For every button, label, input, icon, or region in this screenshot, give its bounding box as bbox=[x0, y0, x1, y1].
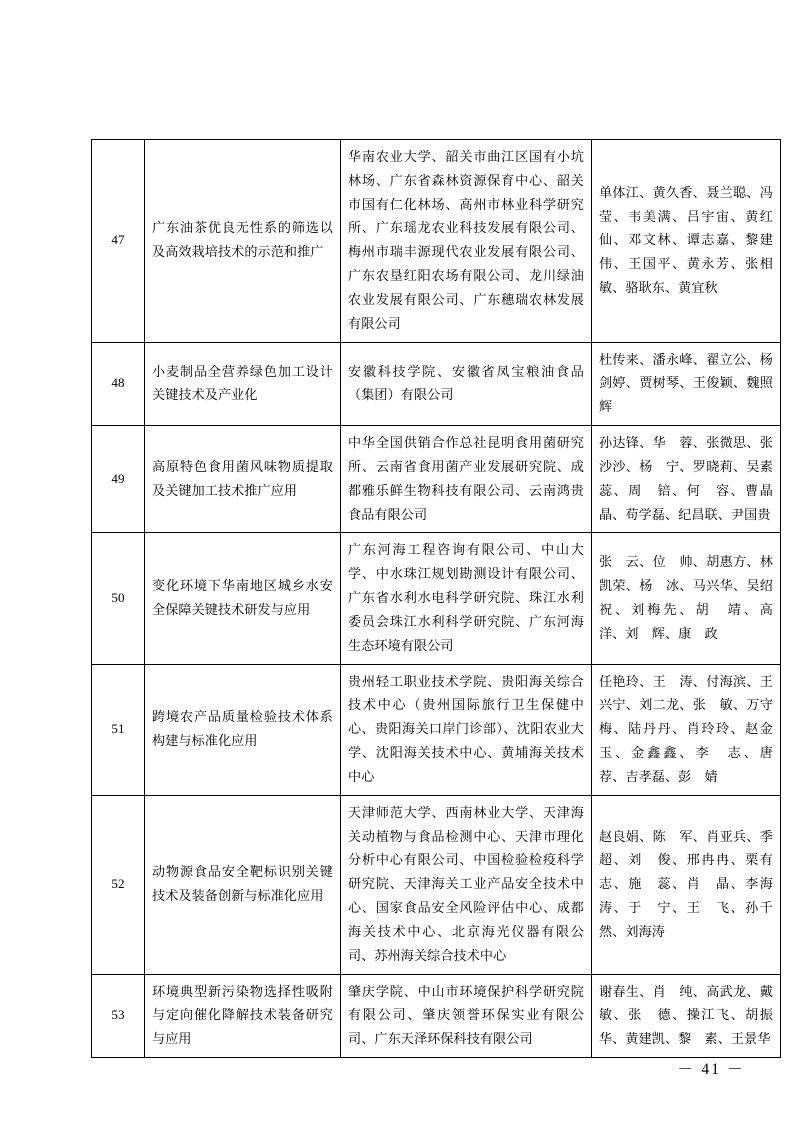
project-title-cell: 动物源食品安全靶标识别关键技术及装备创新与标准化应用 bbox=[145, 795, 341, 974]
table-row bbox=[92, 533, 781, 664]
award-table-body bbox=[92, 140, 787, 1058]
row-index-cell: 49 bbox=[92, 426, 145, 533]
award-list-table bbox=[91, 139, 787, 1058]
people-cell: 杜传来、潘永峰、翟立公、杨剑婷、贾树琴、王俊颖、魏照辉 bbox=[592, 342, 781, 425]
project-title-cell: 环境典型新污染物选择性吸附与定向催化降解技术装备研究与应用 bbox=[145, 974, 341, 1057]
organizations-cell: 安徽科技学院、安徽省凤宝粮油食品（集团）有限公司 bbox=[341, 342, 592, 425]
row-index-cell: 47 bbox=[92, 140, 145, 343]
row-index-cell: 52 bbox=[92, 795, 145, 974]
organizations-cell: 华南农业大学、韶关市曲江区国有小坑林场、广东省森林资源保育中心、韶关市国有仁化林场、高州市林业科学研究所、广东瑶龙农业科技发展有限公司、梅州市瑞丰源现代农业发展有限公司、广东农垦红阳农场有限公司、龙川绿油农业发展有限公司、广东穗瑞农林发展有限公司 bbox=[341, 140, 592, 343]
people-cell: 单体江、黄久香、聂兰聪、冯 莹、韦美满、吕宇宙、黄红仙、邓文林、谭志嘉、黎建伟、王国平、黄永芳、张相敏、骆耿东、黄宜秋 bbox=[592, 140, 781, 343]
page-number: － 41 － bbox=[677, 1061, 745, 1078]
row-index-cell: 50 bbox=[92, 533, 145, 664]
people-cell: 张 云、位 帅、胡惠方、林凯荣、杨 冰、马兴华、吴绍祝、刘梅先、胡 靖、高 洋、刘 辉、康 政 bbox=[592, 533, 781, 664]
organizations-cell: 肇庆学院、中山市环境保护科学研究院有限公司、肇庆领誉环保实业有限公司、广东天泽环保科技有限公司 bbox=[341, 974, 592, 1057]
project-title-cell: 高原特色食用菌风味物质提取及关键加工技术推广应用 bbox=[145, 426, 341, 533]
table-row bbox=[92, 664, 781, 795]
people-cell: 赵良娟、陈 军、肖亚兵、季 超、刘 俊、邢冉冉、栗有志、施 蕊、肖 晶、李海涛、于 宁、王 飞、孙千然、刘海涛 bbox=[592, 795, 781, 974]
organizations-cell: 广东河海工程咨询有限公司、中山大学、中水珠江规划勘测设计有限公司、广东省水利水电科学研究院、珠江水利委员会珠江水利科学研究院、广东河海生态环境有限公司 bbox=[341, 533, 592, 664]
table-row bbox=[92, 426, 781, 533]
table-row bbox=[92, 974, 781, 1057]
people-cell: 谢春生、肖 纯、高武龙、戴 敏、张 德、操江飞、胡振华、黄建凯、黎 素、王景华 bbox=[592, 974, 781, 1057]
organizations-cell: 天津师范大学、西南林业大学、天津海关动植物与食品检测中心、天津市理化分析中心有限公司、中国检验检疫科学研究院、天津海关工业产品安全技术中心、国家食品安全风险评估中心、成都海关技术中心、北京海光仪器有限公司、苏州海关综合技术中心 bbox=[341, 795, 592, 974]
project-title-cell: 小麦制品全营养绿色加工设计关键技术及产业化 bbox=[145, 342, 341, 425]
project-title-cell: 变化环境下华南地区城乡水安全保障关键技术研发与应用 bbox=[145, 533, 341, 664]
award-list-table-container bbox=[91, 139, 787, 1058]
table-row bbox=[92, 140, 781, 343]
row-index-cell: 51 bbox=[92, 664, 145, 795]
organizations-cell: 中华全国供销合作总社昆明食用菌研究所、云南省食用菌产业发展研究院、成都雅乐鲜生物科技有限公司、云南鸿贵食品有限公司 bbox=[341, 426, 592, 533]
organizations-cell: 贵州轻工职业技术学院、贵阳海关综合技术中心（贵州国际旅行卫生保健中心、贵阳海关口岸门诊部）、沈阳农业大学、沈阳海关技术中心、黄埔海关技术中心 bbox=[341, 664, 592, 795]
table-row bbox=[92, 795, 781, 974]
row-index-cell: 48 bbox=[92, 342, 145, 425]
people-cell: 任艳玲、王 涛、付海滨、王兴宁、刘二龙、张 敏、万守梅、陆丹丹、肖玲玲、赵金玉、金鑫鑫、李 志、唐 荐、吉孝磊、彭 婧 bbox=[592, 664, 781, 795]
people-cell: 孙达锋、华 蓉、张微思、张沙沙、杨 宁、罗晓莉、吴素蕊、周 锫、何 容、曹晶晶、苟学磊、纪昌联、尹国贵 bbox=[592, 426, 781, 533]
project-title-cell: 跨境农产品质量检验技术体系构建与标准化应用 bbox=[145, 664, 341, 795]
row-index-cell: 53 bbox=[92, 974, 145, 1057]
table-row bbox=[92, 342, 781, 425]
project-title-cell: 广东油茶优良无性系的筛选以及高效栽培技术的示范和推广 bbox=[145, 140, 341, 343]
